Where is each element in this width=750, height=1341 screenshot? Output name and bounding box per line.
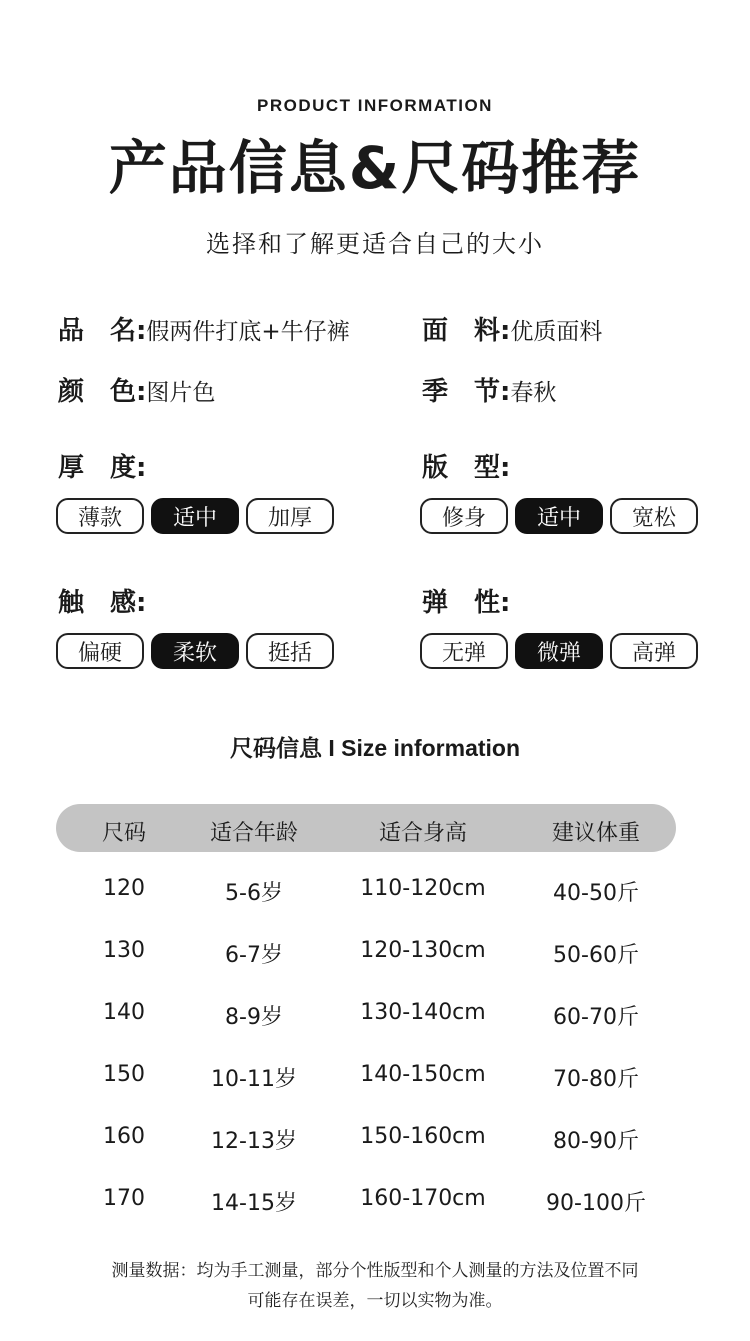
cell-height: 110-120cm bbox=[360, 876, 486, 901]
touch-option: 柔软 bbox=[151, 633, 239, 669]
elasticity-option: 微弹 bbox=[515, 633, 603, 669]
cell-weight: 60-70斤 bbox=[553, 1005, 639, 1030]
info-name bbox=[58, 310, 350, 347]
cell-size: 130 bbox=[103, 938, 145, 963]
name-value: 假两件打底+牛仔裤 bbox=[146, 319, 350, 345]
page-title: 产品信息&尺码推荐 bbox=[108, 134, 642, 202]
thickness-option: 加厚 bbox=[246, 498, 334, 534]
cell-height: 130-140cm bbox=[360, 1000, 486, 1025]
cell-size: 160 bbox=[103, 1124, 145, 1149]
cell-weight: 80-90斤 bbox=[553, 1129, 639, 1154]
touch-option: 挺括 bbox=[246, 633, 334, 669]
elasticity-option: 高弹 bbox=[610, 633, 698, 669]
cell-age: 8-9岁 bbox=[225, 1005, 283, 1030]
touch-label: 触 感: bbox=[58, 588, 147, 618]
cell-height: 140-150cm bbox=[360, 1062, 486, 1087]
cell-size: 140 bbox=[103, 1000, 145, 1025]
cell-age: 6-7岁 bbox=[225, 943, 283, 968]
measurement-note: 测量数据：均为手工测量，部分个性版型和个人测量的方法及位置不同 bbox=[111, 1261, 639, 1281]
season-value: 春秋 bbox=[510, 380, 557, 406]
header-age: 适合年龄 bbox=[209, 821, 298, 846]
thickness-label: 厚 度: bbox=[58, 453, 147, 483]
fit-label: 版 型: bbox=[422, 453, 511, 483]
cell-weight: 90-100斤 bbox=[546, 1191, 646, 1216]
info-color bbox=[58, 371, 215, 408]
cell-size: 150 bbox=[103, 1062, 145, 1087]
color-label: 颜 色: bbox=[58, 377, 147, 407]
size-section-title: 尺码信息 I Size information bbox=[229, 735, 521, 761]
fabric-value: 优质面料 bbox=[510, 319, 603, 345]
cell-weight: 70-80斤 bbox=[553, 1067, 639, 1092]
name-label: 品 名: bbox=[58, 316, 147, 346]
cell-height: 120-130cm bbox=[360, 938, 486, 963]
fit-option: 适中 bbox=[515, 498, 603, 534]
measurement-note-2: 可能存在误差，一切以实物为准。 bbox=[247, 1291, 503, 1311]
cell-height: 150-160cm bbox=[360, 1124, 486, 1149]
touch-option: 偏硬 bbox=[56, 633, 144, 669]
fit-option: 宽松 bbox=[610, 498, 698, 534]
elasticity-options bbox=[420, 633, 698, 669]
cell-age: 5-6岁 bbox=[225, 881, 283, 906]
touch-options bbox=[56, 633, 334, 669]
fit-option: 修身 bbox=[420, 498, 508, 534]
fabric-label: 面 料: bbox=[422, 316, 511, 346]
thickness-option: 适中 bbox=[151, 498, 239, 534]
cell-weight: 50-60斤 bbox=[553, 943, 639, 968]
fit-options bbox=[420, 498, 698, 534]
cell-age: 14-15岁 bbox=[211, 1191, 297, 1216]
cell-size: 170 bbox=[103, 1186, 145, 1211]
cell-weight: 40-50斤 bbox=[553, 881, 639, 906]
thickness-option: 薄款 bbox=[56, 498, 144, 534]
subtitle-en: PRODUCT INFORMATION bbox=[257, 96, 493, 115]
tagline: 选择和了解更适合自己的大小 bbox=[206, 230, 544, 258]
header-height: 适合身高 bbox=[378, 821, 467, 846]
cell-height: 160-170cm bbox=[360, 1186, 486, 1211]
header-weight: 建议体重 bbox=[551, 821, 640, 846]
info-fabric bbox=[422, 310, 602, 347]
cell-age: 12-13岁 bbox=[211, 1129, 297, 1154]
info-season bbox=[422, 371, 556, 408]
season-label: 季 节: bbox=[422, 377, 511, 407]
elasticity-option: 无弹 bbox=[420, 633, 508, 669]
color-value: 图片色 bbox=[146, 380, 216, 406]
cell-age: 10-11岁 bbox=[211, 1067, 297, 1092]
elasticity-label: 弹 性: bbox=[422, 588, 511, 618]
cell-size: 120 bbox=[103, 876, 145, 901]
thickness-options bbox=[56, 498, 334, 534]
header-size: 尺码 bbox=[101, 821, 146, 846]
